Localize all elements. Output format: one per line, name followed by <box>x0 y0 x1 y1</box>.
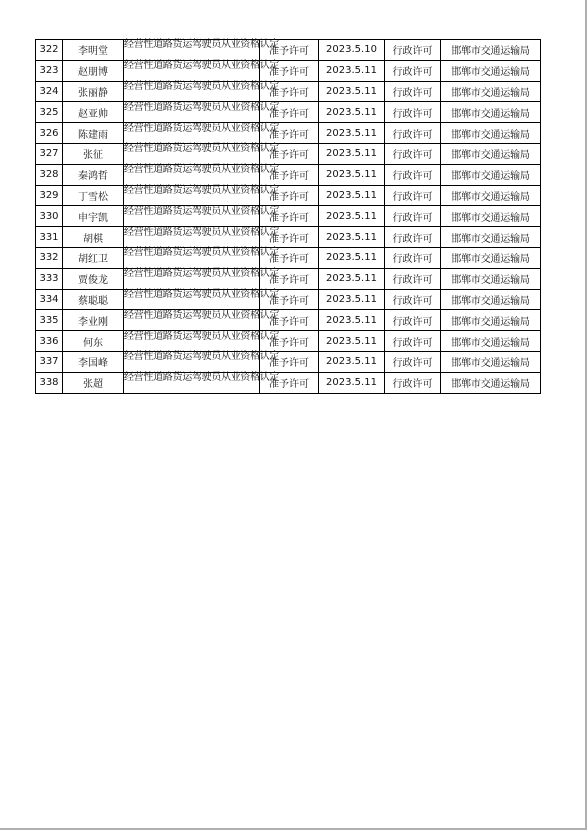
decision-result-cell <box>260 123 319 144</box>
permit-item: 经营性道路货运驾驶员从业资格认定 <box>124 226 280 238</box>
permit-type-cell <box>385 268 441 289</box>
decision-date: 2023.5.10 <box>326 44 377 56</box>
permit-type-cell <box>385 247 441 268</box>
issuing-authority-cell <box>441 227 541 248</box>
permit-item: 经营性道路货运驾驶员从业资格认定 <box>124 122 280 134</box>
permit-type: 行政许可 <box>392 233 433 245</box>
applicant-name: 陈建雨 <box>78 129 108 141</box>
row-number: 329 <box>39 189 59 201</box>
row-number-cell <box>36 206 63 227</box>
table-row <box>36 60 541 81</box>
decision-date-cell <box>319 60 385 81</box>
permit-item: 经营性道路货运驾驶员从业资格认定 <box>124 330 280 342</box>
table-row <box>36 351 541 372</box>
permit-item-cell <box>124 60 280 81</box>
decision-result: 准予许可 <box>269 67 309 79</box>
permit-type: 行政许可 <box>392 87 433 99</box>
permit-item: 经营性道路货运驾驶员从业资格认定 <box>124 288 280 300</box>
issuing-authority: 邯郸市交通运输局 <box>451 171 530 183</box>
table-row <box>36 206 541 227</box>
permit-type-cell <box>385 331 441 352</box>
decision-result-cell <box>260 206 319 227</box>
permit-item-cell <box>124 205 280 227</box>
issuing-authority-cell <box>441 81 541 102</box>
applicant-name-cell <box>63 227 124 248</box>
row-number-cell <box>36 102 63 123</box>
row-number: 323 <box>39 65 59 77</box>
permit-item-cell <box>124 80 280 102</box>
decision-date: 2023.5.11 <box>326 127 377 139</box>
permit-item-cell <box>124 288 280 310</box>
decision-result: 准予许可 <box>269 171 309 183</box>
applicant-name-cell <box>63 185 124 206</box>
applicant-name: 张丽静 <box>78 87 108 99</box>
permit-type: 行政许可 <box>392 150 433 162</box>
applicant-name-cell <box>63 372 124 393</box>
applicant-name-cell <box>63 268 124 289</box>
table-row <box>36 123 541 144</box>
applicant-name-cell <box>63 81 124 102</box>
applicant-name-cell <box>63 310 124 331</box>
row-number-cell <box>36 310 63 331</box>
decision-result-cell <box>260 310 319 331</box>
row-number: 325 <box>39 106 59 118</box>
row-number-cell <box>36 143 63 164</box>
row-number-cell <box>36 164 63 185</box>
decision-result: 准予许可 <box>269 87 309 99</box>
decision-date: 2023.5.11 <box>326 148 377 160</box>
row-number-cell <box>36 185 63 206</box>
decision-result: 准予许可 <box>269 254 309 266</box>
decision-result: 准予许可 <box>269 275 309 287</box>
issuing-authority: 邯郸市交通运输局 <box>451 87 530 99</box>
decision-date: 2023.5.11 <box>326 65 377 77</box>
issuing-authority-cell <box>441 206 541 227</box>
permit-type: 行政许可 <box>392 379 433 391</box>
row-number: 338 <box>39 377 59 389</box>
row-number: 328 <box>39 169 59 181</box>
row-number-cell <box>36 372 63 393</box>
decision-date: 2023.5.11 <box>326 273 377 285</box>
row-number-cell <box>36 289 63 310</box>
issuing-authority-cell <box>441 40 541 61</box>
decision-result-cell <box>260 143 319 164</box>
applicant-name-cell <box>63 123 124 144</box>
issuing-authority: 邯郸市交通运输局 <box>451 212 530 224</box>
permit-item: 经营性道路货运驾驶员从业资格认定 <box>124 309 280 321</box>
permit-type-cell <box>385 60 441 81</box>
permit-type: 行政许可 <box>392 191 433 203</box>
applicant-name: 张超 <box>83 379 103 391</box>
row-number: 331 <box>39 231 59 243</box>
decision-date-cell <box>319 102 385 123</box>
row-number: 335 <box>39 314 59 326</box>
permit-type-cell <box>385 206 441 227</box>
decision-date-cell <box>319 247 385 268</box>
permit-type: 行政许可 <box>392 67 433 79</box>
permit-item: 经营性道路货运驾驶员从业资格认定 <box>124 101 280 113</box>
issuing-authority-cell <box>441 247 541 268</box>
decision-date: 2023.5.11 <box>326 335 377 347</box>
permit-item: 经营性道路货运驾驶员从业资格认定 <box>124 143 280 155</box>
row-number: 336 <box>39 335 59 347</box>
decision-result: 准予许可 <box>269 358 309 370</box>
permit-type-cell <box>385 372 441 393</box>
issuing-authority-cell <box>441 185 541 206</box>
decision-result-cell <box>260 247 319 268</box>
permit-item-cell <box>124 309 280 331</box>
permit-item-cell <box>124 351 280 372</box>
permit-item-cell <box>124 268 280 289</box>
row-number-cell <box>36 227 63 248</box>
issuing-authority: 邯郸市交通运输局 <box>451 337 530 349</box>
applicant-name-cell <box>63 102 124 123</box>
permit-type-cell <box>385 143 441 164</box>
applicant-name-cell <box>63 143 124 164</box>
row-number: 333 <box>39 273 59 285</box>
permit-item: 经营性道路货运驾驶员从业资格认定 <box>124 184 280 196</box>
decision-result-cell <box>260 164 319 185</box>
issuing-authority-cell <box>441 289 541 310</box>
issuing-authority-cell <box>441 143 541 164</box>
table-row <box>36 289 541 310</box>
applicant-name: 秦鸿哲 <box>78 171 108 183</box>
decision-date: 2023.5.11 <box>326 210 377 222</box>
issuing-authority: 邯郸市交通运输局 <box>451 295 530 307</box>
decision-result-cell <box>260 40 319 61</box>
row-number: 322 <box>39 44 59 56</box>
decision-date: 2023.5.11 <box>326 377 377 389</box>
row-number: 324 <box>39 85 59 97</box>
issuing-authority-cell <box>441 164 541 185</box>
permit-item-cell <box>124 184 280 206</box>
permit-item: 经营性道路货运驾驶员从业资格认定 <box>124 268 280 280</box>
decision-result-cell <box>260 268 319 289</box>
permit-item: 经营性道路货运驾驶员从业资格认定 <box>124 247 280 259</box>
table-row <box>36 143 541 164</box>
applicant-name-cell <box>63 289 124 310</box>
table-row <box>36 310 541 331</box>
row-number: 330 <box>39 210 59 222</box>
issuing-authority: 邯郸市交通运输局 <box>451 358 530 370</box>
applicant-name: 李国峰 <box>78 358 108 370</box>
row-number-cell <box>36 60 63 81</box>
decision-date-cell <box>319 143 385 164</box>
issuing-authority: 邯郸市交通运输局 <box>451 233 530 245</box>
table-row <box>36 372 541 393</box>
permit-type-cell <box>385 40 441 61</box>
permit-item: 经营性道路货运驾驶员从业资格认定 <box>124 80 280 92</box>
decision-result: 准予许可 <box>269 46 309 58</box>
issuing-authority: 邯郸市交通运输局 <box>451 191 530 203</box>
issuing-authority-cell <box>441 102 541 123</box>
applicant-name: 赵朋博 <box>78 67 108 79</box>
permit-type-cell <box>385 351 441 372</box>
decision-date: 2023.5.11 <box>326 314 377 326</box>
decision-date-cell <box>319 227 385 248</box>
permit-type-cell <box>385 123 441 144</box>
decision-date: 2023.5.11 <box>326 169 377 181</box>
table-row <box>36 40 541 61</box>
issuing-authority: 邯郸市交通运输局 <box>451 316 530 328</box>
issuing-authority: 邯郸市交通运输局 <box>451 254 530 266</box>
permit-type: 行政许可 <box>392 316 433 328</box>
permit-item-cell <box>124 39 280 61</box>
permit-item-cell <box>124 122 280 144</box>
decision-date-cell <box>319 40 385 61</box>
issuing-authority: 邯郸市交通运输局 <box>451 129 530 141</box>
issuing-authority: 邯郸市交通运输局 <box>451 46 530 58</box>
row-number: 332 <box>39 252 59 264</box>
permit-type-cell <box>385 81 441 102</box>
decision-date: 2023.5.11 <box>326 189 377 201</box>
decision-date-cell <box>319 206 385 227</box>
applicant-name: 贾俊龙 <box>78 275 108 287</box>
issuing-authority: 邯郸市交通运输局 <box>451 379 530 391</box>
issuing-authority-cell <box>441 123 541 144</box>
row-number-cell <box>36 351 63 372</box>
table-row <box>36 164 541 185</box>
applicant-name-cell <box>63 247 124 268</box>
applicant-name: 申宇凯 <box>78 212 108 224</box>
decision-result: 准予许可 <box>269 129 309 141</box>
permit-type: 行政许可 <box>392 337 433 349</box>
row-number-cell <box>36 268 63 289</box>
applicant-name: 胡棋 <box>83 233 103 245</box>
permit-item: 经营性道路货运驾驶员从业资格认定 <box>124 164 280 176</box>
decision-date-cell <box>319 372 385 393</box>
permit-item-cell <box>124 330 280 352</box>
issuing-authority: 邯郸市交通运输局 <box>451 67 530 79</box>
table-row <box>36 81 541 102</box>
decision-date: 2023.5.11 <box>326 231 377 243</box>
decision-result: 准予许可 <box>269 295 309 307</box>
permit-item: 经营性道路货运驾驶员从业资格认定 <box>124 205 280 217</box>
applicant-name: 李业刚 <box>78 316 108 328</box>
table-row <box>36 268 541 289</box>
applicant-name-cell <box>63 164 124 185</box>
applicant-name: 蔡聪聪 <box>78 295 108 307</box>
issuing-authority: 邯郸市交通运输局 <box>451 275 530 287</box>
permit-type: 行政许可 <box>392 254 433 266</box>
decision-result: 准予许可 <box>269 316 309 328</box>
table-row <box>36 185 541 206</box>
table-row <box>36 331 541 352</box>
applicant-name: 丁雪松 <box>78 191 108 203</box>
permit-item-cell <box>124 372 280 393</box>
permit-item-cell <box>124 164 280 185</box>
permit-type: 行政许可 <box>392 295 433 307</box>
decision-result: 准予许可 <box>269 233 309 245</box>
row-number: 337 <box>39 356 59 368</box>
decision-result: 准予许可 <box>269 191 309 203</box>
decision-date-cell <box>319 185 385 206</box>
permit-type-cell <box>385 185 441 206</box>
table-row <box>36 247 541 268</box>
row-number-cell <box>36 247 63 268</box>
decision-result-cell <box>260 372 319 393</box>
issuing-authority-cell <box>441 268 541 289</box>
row-number-cell <box>36 81 63 102</box>
applicant-name-cell <box>63 60 124 81</box>
row-number-cell <box>36 123 63 144</box>
decision-date-cell <box>319 123 385 144</box>
applicant-name-cell <box>63 206 124 227</box>
decision-date: 2023.5.11 <box>326 293 377 305</box>
decision-date-cell <box>319 310 385 331</box>
decision-date-cell <box>319 268 385 289</box>
permit-type: 行政许可 <box>392 275 433 287</box>
permit-type-cell <box>385 227 441 248</box>
issuing-authority-cell <box>441 60 541 81</box>
decision-result: 准予许可 <box>269 379 309 391</box>
decision-result-cell <box>260 351 319 372</box>
applicant-name-cell <box>63 40 124 61</box>
decision-result-cell <box>260 81 319 102</box>
permit-item-cell <box>124 226 280 248</box>
table-row <box>36 102 541 123</box>
decision-result: 准予许可 <box>269 108 309 120</box>
permit-item: 经营性道路货运驾驶员从业资格认定 <box>124 351 280 363</box>
decision-date: 2023.5.11 <box>326 252 377 264</box>
decision-date-cell <box>319 164 385 185</box>
permit-item-cell <box>124 143 280 164</box>
permit-type-cell <box>385 310 441 331</box>
permit-item-cell <box>124 101 280 123</box>
applicant-name-cell <box>63 351 124 372</box>
applicant-name: 赵亚帅 <box>78 108 108 120</box>
permit-item-cell <box>124 247 280 268</box>
permit-item: 经营性道路货运驾驶员从业资格认定 <box>124 60 280 72</box>
permit-type: 行政许可 <box>392 129 433 141</box>
decision-result: 准予许可 <box>269 150 309 162</box>
applicant-name: 李明堂 <box>78 46 108 58</box>
decision-result: 准予许可 <box>269 337 309 349</box>
permit-type: 行政许可 <box>392 358 433 370</box>
table-row <box>36 227 541 248</box>
decision-date-cell <box>319 81 385 102</box>
decision-result-cell <box>260 289 319 310</box>
decision-date-cell <box>319 289 385 310</box>
decision-result-cell <box>260 227 319 248</box>
applicant-name: 张征 <box>83 150 103 162</box>
permit-table <box>35 39 541 394</box>
permit-item: 经营性道路货运驾驶员从业资格认定 <box>124 372 280 384</box>
row-number: 326 <box>39 127 59 139</box>
decision-date: 2023.5.11 <box>326 85 377 97</box>
decision-date-cell <box>319 351 385 372</box>
table-body <box>36 40 541 394</box>
decision-result-cell <box>260 185 319 206</box>
decision-result-cell <box>260 102 319 123</box>
applicant-name: 胡红卫 <box>78 254 108 266</box>
permit-type: 行政许可 <box>392 212 433 224</box>
permit-type-cell <box>385 164 441 185</box>
row-number: 327 <box>39 148 59 160</box>
row-number-cell <box>36 331 63 352</box>
issuing-authority-cell <box>441 310 541 331</box>
decision-result: 准予许可 <box>269 212 309 224</box>
permit-type: 行政许可 <box>392 171 433 183</box>
decision-date: 2023.5.11 <box>326 106 377 118</box>
decision-date: 2023.5.11 <box>326 356 377 368</box>
applicant-name: 何东 <box>83 337 103 349</box>
row-number: 334 <box>39 293 59 305</box>
permit-type: 行政许可 <box>392 46 433 58</box>
decision-result-cell <box>260 331 319 352</box>
issuing-authority-cell <box>441 372 541 393</box>
issuing-authority-cell <box>441 331 541 352</box>
permit-type-cell <box>385 102 441 123</box>
issuing-authority: 邯郸市交通运输局 <box>451 150 530 162</box>
applicant-name-cell <box>63 331 124 352</box>
permit-type: 行政许可 <box>392 108 433 120</box>
decision-result-cell <box>260 60 319 81</box>
issuing-authority-cell <box>441 351 541 372</box>
row-number-cell <box>36 40 63 61</box>
permit-type-cell <box>385 289 441 310</box>
permit-item: 经营性道路货运驾驶员从业资格认定 <box>124 39 280 51</box>
issuing-authority: 邯郸市交通运输局 <box>451 108 530 120</box>
decision-date-cell <box>319 331 385 352</box>
